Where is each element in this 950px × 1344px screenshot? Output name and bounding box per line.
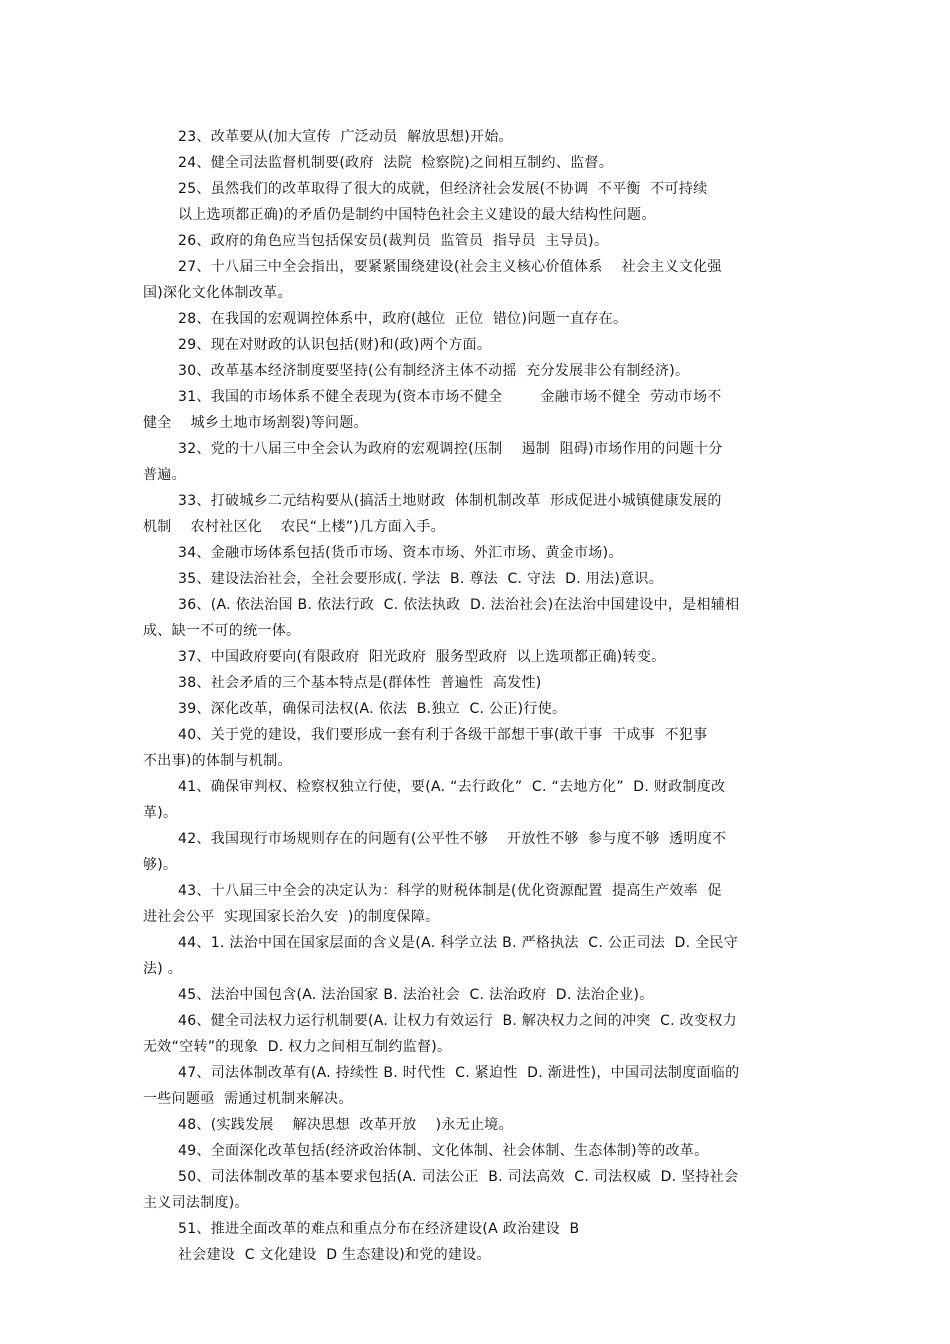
- question-line: 34、金融市场体系包括(货币市场、资本市场、外汇市场、黄金市场)。: [178, 545, 623, 561]
- question-line: 革)。: [143, 805, 178, 821]
- question-line: 37、中国政府要向(有限政府 阳光政府 服务型政府 以上选项都正确)转变。: [178, 649, 666, 665]
- question-line: 社会建设 C 文化建设 D 生态建设)和党的建设。: [178, 1247, 491, 1263]
- question-item: [143, 1164, 809, 1216]
- question-item: [143, 488, 809, 540]
- question-item: [143, 1008, 809, 1060]
- question-line: 36、(A. 依法治国 B. 依法行政 C. 依法执政 D. 法治社会)在法治中国建设中，是相辅相: [178, 597, 740, 613]
- question-line: 39、深化改革，确保司法权(A. 依法 B.独立 C. 公正)行使。: [178, 701, 567, 717]
- question-line: 46、健全司法权力运行机制要(A. 让权力有效运行 B. 解决权力之间的冲突 C. 改变权力: [178, 1013, 737, 1029]
- question-item: [143, 1216, 809, 1268]
- question-item: [143, 1112, 809, 1138]
- question-item: [143, 124, 809, 150]
- question-line: 30、改革基本经济制度要坚持(公有制经济主体不动摇 充分发展非公有制经济)。: [178, 363, 690, 379]
- question-line: 47、司法体制改革有(A. 持续性 B. 时代性 C. 紧迫性 D. 渐进性)，中国司法制度面临的: [178, 1065, 740, 1081]
- question-line: 49、全面深化改革包括(经济政治体制、文化体制、社会体制、生态体制)等的改革。: [178, 1143, 709, 1159]
- question-line: 健全 城乡土地市场割裂)等问题。: [143, 415, 368, 431]
- question-line: 40、关于党的建设，我们要形成一套有利于各级干部想干事(敢干事 干成事 不犯事: [178, 727, 708, 743]
- question-line: 法) 。: [143, 961, 183, 977]
- question-line: 42、我国现行市场规则存在的问题有(公平性不够 开放性不够 参与度不够 透明度不: [178, 831, 727, 847]
- question-item: [143, 566, 809, 592]
- question-item: [143, 436, 809, 488]
- question-line: 普遍。: [143, 467, 186, 483]
- question-line: 31、我国的市场体系不健全表现为(资本市场不健全 金融市场不健全 劳动市场不: [178, 389, 722, 405]
- question-item: [143, 696, 809, 722]
- question-line: 24、健全司法监督机制要(政府 法院 检察院)之间相互制约、监督。: [178, 155, 614, 171]
- question-item: [143, 670, 809, 696]
- question-item: [143, 878, 809, 930]
- question-line: 41、确保审判权、检察权独立行使，要(A. “去行政化” C. “去地方化” D. 财政制度改: [178, 779, 726, 795]
- question-item: [143, 228, 809, 254]
- question-line: 25、虽然我们的改革取得了很大的成就，但经济社会发展(不协调 不平衡 不可持续: [178, 181, 708, 197]
- question-line: 48、(实践发展 解决思想 改革开放 )永无止境。: [178, 1117, 513, 1133]
- question-line: 35、建设法治社会，全社会要形成(. 学法 B. 尊法 C. 守法 D. 用法)意识。: [178, 571, 663, 587]
- question-line: 26、政府的角色应当包括保安员(裁判员 监管员 指导员 主导员)。: [178, 233, 609, 249]
- question-line: 进社会公平 实现国家长治久安 )的制度保障。: [143, 909, 440, 925]
- question-line: 44、1. 法治中国在国家层面的含义是(A. 科学立法 B. 严格执法 C. 公正司法 D. 全民守: [178, 935, 739, 951]
- question-item: [143, 176, 809, 228]
- question-line: 29、现在对财政的认识包括(财)和(政)两个方面。: [178, 337, 492, 353]
- question-line: 不出事)的体制与机制。: [143, 753, 292, 769]
- question-item: [143, 1138, 809, 1164]
- question-line: 32、党的十八届三中全会认为政府的宏观调控(压制 遏制 阻碍)市场作用的问题十分: [178, 441, 723, 457]
- question-line: 45、法治中国包含(A. 法治国家 B. 法治社会 C. 法治政府 D. 法治企业)。: [178, 987, 654, 1003]
- question-item: [143, 306, 809, 332]
- question-line: 以上选项都正确)的矛盾仍是制约中国特色社会主义建设的最大结构性问题。: [178, 207, 656, 223]
- question-line: 够)。: [143, 857, 178, 873]
- question-line: 33、打破城乡二元结构要从(搞活土地财政 体制机制改革 形成促进小城镇健康发展的: [178, 493, 722, 509]
- question-item: [143, 982, 809, 1008]
- question-item: [143, 254, 809, 306]
- question-item: [143, 930, 809, 982]
- question-item: [143, 826, 809, 878]
- question-item: [143, 722, 809, 774]
- question-line: 23、改革要从(加大宣传 广泛动员 解放思想)开始。: [178, 129, 513, 145]
- question-line: 成、缺一不可的统一体。: [143, 623, 301, 639]
- question-item: [143, 150, 809, 176]
- question-item: [143, 540, 809, 566]
- question-item: [143, 332, 809, 358]
- question-line: 一些问题亟 需通过机制来解决。: [143, 1091, 353, 1107]
- question-line: 51、推进全面改革的难点和重点分布在经济建设(A 政治建设 B: [178, 1221, 580, 1237]
- question-line: 38、社会矛盾的三个基本特点是(群体性 普遍性 高发性): [178, 675, 542, 691]
- question-line: 无效“空转”的现象 D. 权力之间相互制约监督)。: [143, 1039, 452, 1055]
- question-line: 50、司法体制改革的基本要求包括(A. 司法公正 B. 司法高效 C. 司法权威 D. 坚持社会: [178, 1169, 739, 1185]
- question-line: 国)深化文化体制改革。: [143, 285, 292, 301]
- question-line: 主义司法制度)。: [143, 1195, 249, 1211]
- question-item: [143, 1060, 809, 1112]
- question-line: 43、十八届三中全会的决定认为：科学的财税体制是(优化资源配置 提高生产效率 促: [178, 883, 722, 899]
- question-item: [143, 592, 809, 644]
- question-line: 28、在我国的宏观调控体系中，政府(越位 正位 错位)问题一直存在。: [178, 311, 628, 327]
- question-item: [143, 384, 809, 436]
- document-body: [143, 124, 809, 1268]
- question-line: 27、十八届三中全会指出，要紧紧围绕建设(社会主义核心价值体系 社会主义文化强: [178, 259, 722, 275]
- question-item: [143, 774, 809, 826]
- question-item: [143, 358, 809, 384]
- question-item: [143, 644, 809, 670]
- question-line: 机制 农村社区化 农民“上楼”)几方面入手。: [143, 519, 445, 535]
